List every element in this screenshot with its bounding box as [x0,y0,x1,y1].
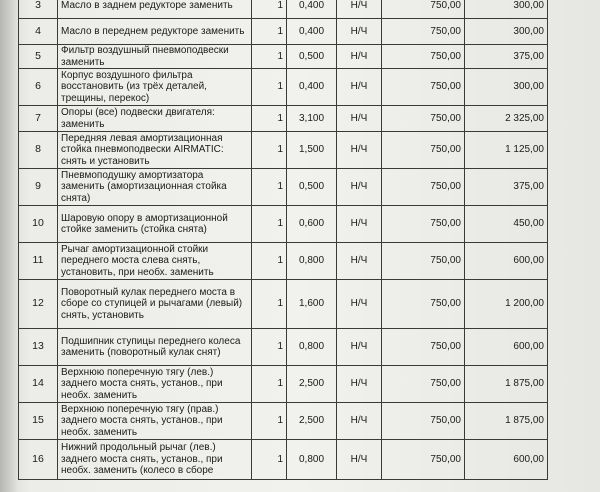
row-unit: Н/Ч [337,280,382,329]
row-number: 13 [19,329,58,366]
row-number: 12 [19,280,58,329]
row-rate: 750,00 [382,440,465,480]
row-quantity: 1 [252,45,287,69]
row-quantity: 1 [252,69,287,106]
table-row [19,19,548,45]
row-hours: 0,400 [287,19,337,45]
row-hours: 0,800 [287,440,337,480]
row-hours: 0,600 [287,206,337,243]
row-number: 6 [19,69,58,106]
row-sum: 450,00 [465,206,548,243]
row-unit: Н/Ч [337,0,382,19]
row-sum: 375,00 [465,169,548,206]
table-body [19,0,548,480]
row-unit: Н/Ч [337,403,382,440]
row-sum: 600,00 [465,440,548,480]
row-unit: Н/Ч [337,132,382,169]
row-description: Подшипник ступицы переднего колеса заменить (поворотный кулак снят) [58,329,252,366]
row-quantity: 1 [252,169,287,206]
row-hours: 2,500 [287,366,337,403]
row-hours: 2,500 [287,403,337,440]
table-row [19,366,548,403]
row-rate: 750,00 [382,0,465,19]
row-rate: 750,00 [382,19,465,45]
row-description: Рычаг амортизационной стойки переднего моста слева снять, установить, при необх. заменить [58,243,252,280]
row-unit: Н/Ч [337,19,382,45]
row-rate: 750,00 [382,169,465,206]
row-number: 11 [19,243,58,280]
row-number: 8 [19,132,58,169]
row-hours: 0,800 [287,243,337,280]
row-hours: 0,800 [287,329,337,366]
row-description: Нижний продольный рычаг (лев.) заднего моста снять, установ., при необх. заменить (колесо в сборе [58,440,252,480]
table-row [19,0,548,19]
row-sum: 300,00 [465,19,548,45]
table-row [19,206,548,243]
table-row [19,132,548,169]
row-unit: Н/Ч [337,45,382,69]
row-quantity: 1 [252,206,287,243]
row-sum: 1 200,00 [465,280,548,329]
row-sum: 375,00 [465,45,548,69]
row-rate: 750,00 [382,366,465,403]
row-hours: 0,400 [287,0,337,19]
table-row [19,169,548,206]
row-quantity: 1 [252,366,287,403]
row-number: 10 [19,206,58,243]
row-description: Шаровую опору в амортизационной стойке заменить (стойка снята) [58,206,252,243]
row-hours: 0,500 [287,45,337,69]
row-description: Масло в заднем редукторе заменить [58,0,252,19]
row-quantity: 1 [252,132,287,169]
row-quantity: 1 [252,403,287,440]
table-row [19,440,548,480]
row-rate: 750,00 [382,206,465,243]
row-unit: Н/Ч [337,440,382,480]
row-description: Верхнюю поперечную тягу (прав.) заднего моста снять, установ., при необх. заменить [58,403,252,440]
row-rate: 750,00 [382,106,465,132]
row-number: 9 [19,169,58,206]
row-rate: 750,00 [382,280,465,329]
row-number: 3 [19,0,58,19]
table-row [19,106,548,132]
row-unit: Н/Ч [337,329,382,366]
row-description: Корпус воздушного фильтра восстановить (из трёх деталей, трещины, перекос) [58,69,252,106]
page-edge-shadow [0,0,18,492]
row-quantity: 1 [252,0,287,19]
table-row [19,280,548,329]
row-quantity: 1 [252,280,287,329]
row-unit: Н/Ч [337,206,382,243]
row-description: Поворотный кулак переднего моста в сборе со ступицей и рычагами (левый) снять, установить [58,280,252,329]
row-sum: 600,00 [465,243,548,280]
row-hours: 1,600 [287,280,337,329]
row-rate: 750,00 [382,403,465,440]
row-rate: 750,00 [382,132,465,169]
row-unit: Н/Ч [337,169,382,206]
table-row [19,69,548,106]
row-rate: 750,00 [382,45,465,69]
table-row [19,329,548,366]
row-number: 7 [19,106,58,132]
row-unit: Н/Ч [337,69,382,106]
row-number: 4 [19,19,58,45]
row-description: Опоры (все) подвески двигателя: заменить [58,106,252,132]
row-rate: 750,00 [382,243,465,280]
row-sum: 1 875,00 [465,403,548,440]
row-quantity: 1 [252,329,287,366]
row-quantity: 1 [252,19,287,45]
table-row [19,243,548,280]
row-unit: Н/Ч [337,106,382,132]
row-description: Передняя левая амортизационная стойка пневмоподвески AIRMATIC: снять и установить [58,132,252,169]
row-sum: 300,00 [465,69,548,106]
row-sum: 1 125,00 [465,132,548,169]
row-hours: 3,100 [287,106,337,132]
row-sum: 300,00 [465,0,548,19]
row-hours: 0,400 [287,69,337,106]
row-number: 16 [19,440,58,480]
row-number: 14 [19,366,58,403]
row-sum: 2 325,00 [465,106,548,132]
row-rate: 750,00 [382,329,465,366]
table-row [19,403,548,440]
row-description: Пневмоподушку амортизатора заменить (амортизационная стойка снята) [58,169,252,206]
row-number: 15 [19,403,58,440]
row-description: Фильтр воздушный пневмоподвески заменить [58,45,252,69]
row-rate: 750,00 [382,69,465,106]
row-description: Масло в переднем редукторе заменить [58,19,252,45]
row-description: Верхнюю поперечную тягу (лев.) заднего моста снять, установ., при необх. заменить [58,366,252,403]
row-hours: 0,500 [287,169,337,206]
row-number: 5 [19,45,58,69]
row-hours: 1,500 [287,132,337,169]
row-quantity: 1 [252,106,287,132]
row-sum: 600,00 [465,329,548,366]
work-order-table [18,0,548,480]
row-quantity: 1 [252,440,287,480]
row-unit: Н/Ч [337,366,382,403]
table-row [19,45,548,69]
row-sum: 1 875,00 [465,366,548,403]
row-quantity: 1 [252,243,287,280]
row-unit: Н/Ч [337,243,382,280]
